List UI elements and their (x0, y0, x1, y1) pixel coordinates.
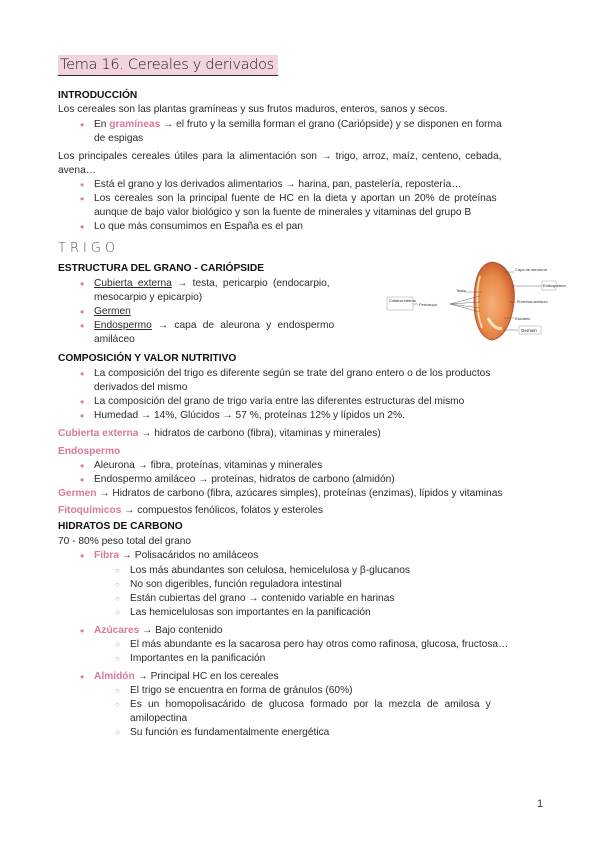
composicion-heading: COMPOSICIÓN Y VALOR NUTRITIVO (58, 353, 237, 364)
estructura-bullet-1: • Cubierta externa → testa, pericarpio (endocarpio, (94, 277, 330, 291)
intro-bullet-3-cont: aunque de bajo valor biológico y son la fuente de minerales y vitaminas del grupo B (94, 207, 472, 218)
intro-paragraph-2-cont: avena… (58, 165, 96, 176)
almidon-sub-2: ○ Es un homopolisacárido de glucosa formado por la mezcla de amilosa y (130, 698, 491, 712)
almidon-sub-2-cont: amilopectina (130, 713, 188, 724)
label-testa: Testa (456, 288, 466, 293)
estructura-heading: ESTRUCTURA DEL GRANO - CARIÓPSIDE (58, 263, 265, 274)
composicion-bullet-1: • La composición del trigo es diferente según se trate del grano entero o de los productos (94, 367, 490, 381)
fibra-sub-1: ○ Los más abundantes son celulosa, hemicelulosa y β-glucanos (130, 564, 410, 578)
germen-line: Germen → Hidratos de carbono (fibra, azúcares simples), proteínas (enzimas), lípidos y vitaminas (58, 488, 503, 499)
label-endospermo: Endospermo (543, 283, 566, 288)
page-title: Tema 16. Cereales y derivados (58, 55, 278, 76)
hc-heading: HIDRATOS DE CARBONO (58, 521, 183, 532)
intro-heading: INTRODUCCIÓN (58, 90, 138, 101)
endospermo-bullet-1: • Aleurona → fibra, proteínas, vitaminas y minerales (94, 459, 322, 473)
fibra-sub-3: ○ Están cubiertas del grano → contenido variable en harinas (130, 592, 394, 606)
label-capa-aleurona: Capa de aleurona (515, 267, 547, 272)
hc-fibra: • Fibra → Polisacáridos no amiláceos (94, 549, 258, 563)
hc-paragraph: 70 - 80% peso total del grano (58, 536, 192, 547)
almidon-sub-3: ○ Su función es fundamentalmente energética (130, 726, 329, 740)
estructura-bullet-3: • Endospermo → capa de aleurona y endospermo (94, 319, 334, 333)
grain-shape (474, 262, 514, 340)
term-gramineas: gramíneas (109, 119, 161, 130)
endospermo-heading: Endospermo (58, 446, 121, 457)
fibra-sub-2: ○ No son digeribles, función reguladora intestinal (130, 578, 342, 592)
intro-paragraph-1: Los cereales son las plantas gramíneas y sus frutos maduros, enteros, sanos y secos. (58, 104, 448, 115)
label-germen: Germen (521, 328, 537, 333)
page-number: 1 (537, 798, 544, 810)
estructura-bullet-1-cont: mesocarpio y epicarpio) (94, 292, 203, 303)
azucares-sub-1: ○ El más abundante es la sacarosa pero hay otros como rafinosa, glucosa, fructosa… (130, 638, 508, 652)
intro-bullet-1: • En gramíneas → el fruto y la semilla forman el grano (Cariópside) y se disponen en forma (94, 118, 502, 132)
label-cubierta-externa: Cubierta externa (389, 299, 416, 303)
section-trigo: TRIGO (58, 241, 120, 256)
cubierta-line: Cubierta externa → hidratos de carbono (fibra), vitaminas y minerales) (58, 428, 381, 439)
label-proteinas: Proteínas amiláceo (517, 300, 548, 304)
composicion-bullet-3: • Humedad → 14%, Glúcidos → 57 %, proteínas 12% y lípidos un 2%. (94, 409, 405, 423)
intro-bullet-1-cont: de espigas (94, 133, 144, 144)
azucares-sub-2: ○ Importantes en la panificación (130, 652, 265, 666)
intro-bullet-2: • Está el grano y los derivados alimentarios → harina, pan, pastelería, repostería… (94, 178, 462, 192)
hc-azucares: • Azúcares → Bajo contenido (94, 624, 223, 638)
intro-paragraph-2: Los principales cereales útiles para la alimentación son → trigo, arroz, maíz, centeno, cebada, (58, 151, 502, 162)
composicion-bullet-2: • La composición del grano de trigo varía entre las diferentes estructuras del mismo (94, 395, 464, 409)
fitoquimicos-line: Fitoquímicos → compuestos fenólicos, folatos y esteroles (58, 505, 323, 516)
estructura-bullet-3-cont: amiláceo (94, 334, 135, 345)
estructura-bullet-2: • Germen (94, 305, 131, 319)
almidon-sub-1: ○ El trigo se encuentra en forma de gránulos (60%) (130, 684, 353, 698)
endospermo-bullet-2: • Endospermo amiláceo → proteínas, hidratos de carbono (almidón) (94, 473, 395, 487)
hc-almidon: • Almidón → Principal HC en los cereales (94, 670, 279, 684)
label-pericarpio: Pericarpio (419, 302, 438, 307)
composicion-bullet-1-cont: derivados del mismo (94, 382, 188, 393)
fibra-sub-4: ○ Las hemicelulosas son importantes en la panificación (130, 606, 371, 620)
label-escutelo: Escutelo (515, 316, 531, 321)
intro-bullet-3: • Los cereales son la principal fuente de HC en la dieta y aportan un 20% de proteínas (94, 192, 497, 206)
intro-bullet-4: • Lo que más consumimos en España es el pan (94, 220, 303, 234)
wheat-grain-diagram (384, 256, 566, 342)
